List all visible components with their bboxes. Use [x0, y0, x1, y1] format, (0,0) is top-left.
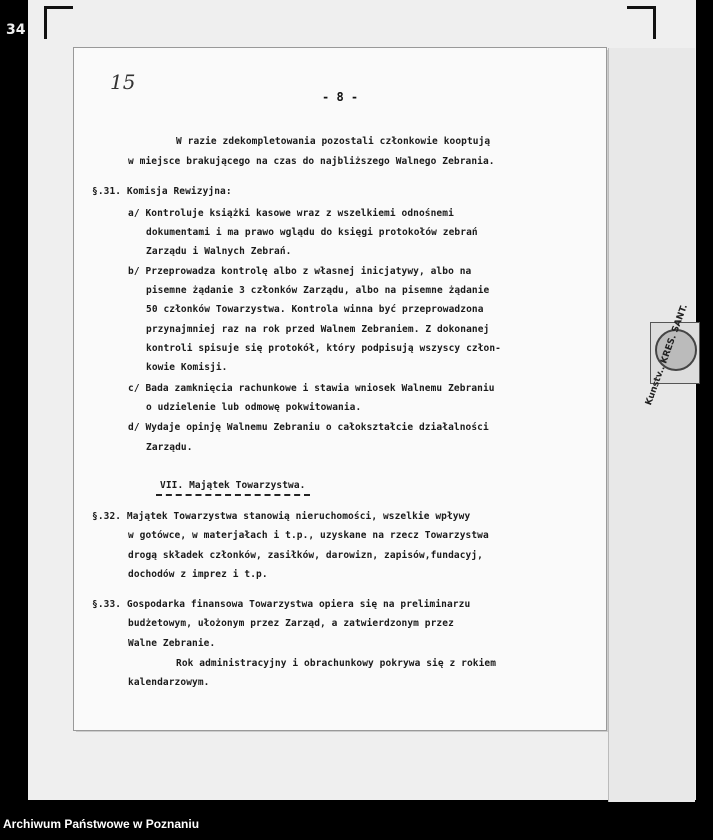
text-line: drogą składek członków, zasiłków, darowizn, zapisów,fundacyj, — [128, 550, 483, 561]
archive-credit: Archiwum Państwowe w Poznaniu — [3, 817, 200, 831]
text-line: Zarządu. — [146, 442, 193, 453]
text-line: budżetowym, ułożonym przez Zarząd, a zatwierdzonym przez — [128, 618, 454, 629]
text-line: dochodów z imprez i t.p. — [128, 569, 268, 580]
text-line: b/ Przeprowadza kontrolę albo z własnej inicjatywy, albo na — [128, 266, 472, 277]
text-line: kontroli spisuje się protokół, który podpisują wszyscy człon- — [146, 343, 501, 354]
handwritten-page-number: 15 — [110, 70, 136, 94]
page-number: - 8 - — [322, 90, 359, 104]
text-line: a/ Kontroluje książki kasowe wraz z wszelkiemi odnośnemi — [128, 208, 454, 219]
section-32-text: §.32. Majątek Towarzystwa stanowią nieruchomości, wszelkie wpływy — [92, 511, 471, 522]
text-line: przynajmniej raz na rok przed Walnem Zebraniem. Z dokonanej — [146, 324, 490, 335]
section-33-text: §.33. Gospodarka finansowa Towarzystwa opiera się na preliminarzu — [92, 599, 471, 610]
text-line: kalendarzowym. — [128, 677, 210, 688]
text-line: d/ Wydaje opinję Walnemu Zebraniu o całokształcie działalności — [128, 422, 489, 433]
text-line: w miejsce brakującego na czas do najbliższego Walnego Zebrania. — [128, 156, 495, 167]
text-line: dokumentami i ma prawo wglądu do księgi protokołów zebrań — [146, 227, 478, 238]
text-line: kowie Komisji. — [146, 362, 228, 373]
heading-underline — [156, 494, 310, 496]
section-31-title: §.31. Komisja Rewizyjna: — [92, 186, 232, 197]
text-line: c/ Bada zamknięcia rachunkowe i stawia wniosek Walnemu Zebraniu — [128, 383, 495, 394]
adjacent-page — [608, 48, 695, 802]
stamp-overprint: Kunstv.. KRES. SANT. — [644, 303, 690, 407]
text-line: Rok administracyjny i obrachunkowy pokrywa się z rokiem — [176, 658, 497, 669]
section-heading: VII. Majątek Towarzystwa. — [160, 480, 306, 491]
crop-corner-top-right — [627, 6, 656, 39]
text-line: Zarządu i Walnych Zebrań. — [146, 246, 292, 257]
text-line: pisemne żądanie 3 członków Zarządu, albo na pisemne żądanie — [146, 285, 490, 296]
edge-mark: 34 — [6, 22, 26, 38]
text-line: Walne Zebranie. — [128, 638, 216, 649]
text-line: o udzielenie lub odmowę pokwitowania. — [146, 402, 362, 413]
crop-corner-top-left — [44, 6, 73, 39]
text-line: w gotówce, w materjałach i t.p., uzyskane na rzecz Towarzystwa — [128, 530, 489, 541]
text-line: 50 członków Towarzystwa. Kontrola winna być przeprowadzona — [146, 304, 484, 315]
text-line: W razie zdekompletowania pozostali członkowie kooptują — [176, 136, 491, 147]
